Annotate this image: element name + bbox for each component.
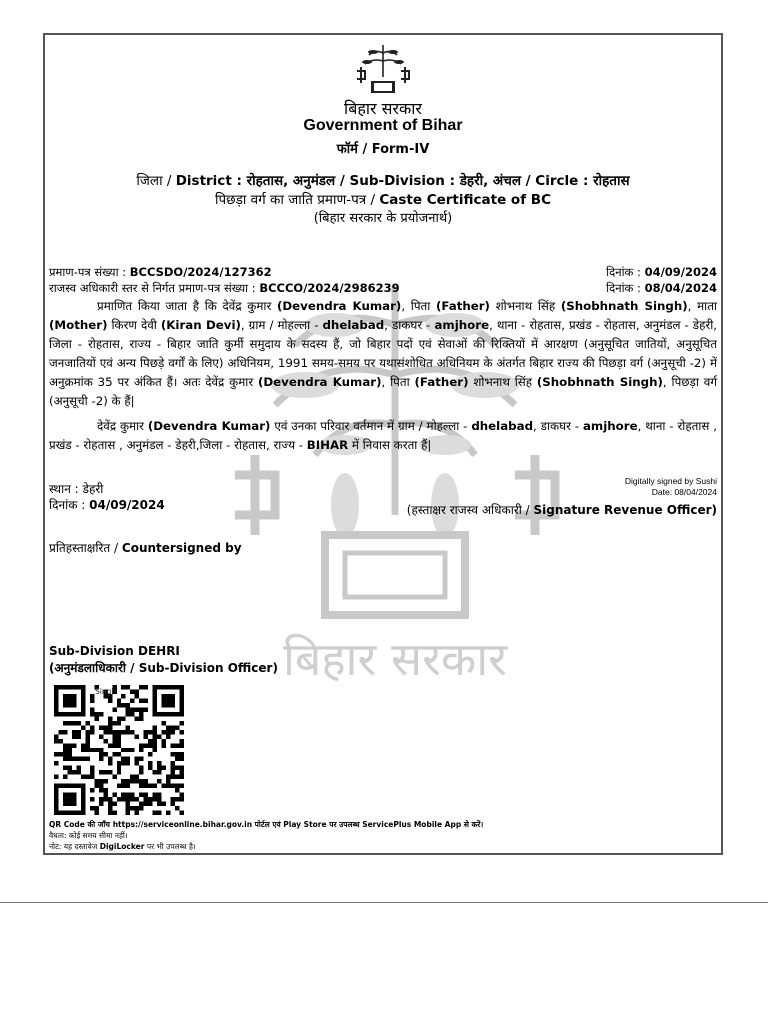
place: स्थान : डेहरी — [49, 482, 104, 496]
footer-notes — [49, 819, 483, 852]
title-english: Government of Bihar — [303, 117, 463, 134]
page-separator — [0, 902, 768, 903]
certificate-number: प्रमाण-पत्र संख्या : BCCSDO/2024/127362 — [49, 265, 272, 279]
watermark-text: बिहार सरकार — [283, 632, 507, 686]
district-line: जिला / District : रोहतास, अनुमंडल / Sub-Division : डेहरी, अंचल / Circle : रोहतास — [136, 173, 630, 189]
residence-paragraph: देवेंद्र कुमार (Devendra Kumar) एवं उनका परिवार वर्तमान में ग्राम / मोहल्ला - dhelabad, डाकघर - amjhore, थाना - रोहतास , प्रखंड - रोहतास , अनुमंडल - डेहरी,जिला - रोहतास, राज्य - BIHAR में निवास करता हैं| — [49, 419, 718, 452]
validity-note: वैधता: कोई समय सीमा नहीं। — [49, 831, 128, 840]
revenue-date: दिनांक : 08/04/2024 — [606, 281, 717, 295]
certificate-number-row — [49, 265, 717, 280]
certification-paragraph: प्रमाणित किया जाता है कि देवेंद्र कुमार (Devendra Kumar), पिता (Father) शोभनाथ सिंह (Shobhnath Singh), माता (Mother) किरण देवी (Kiran Devi), ग्राम / मोहल्ला - dhelabad, डाकघर - amjhore, थाना - रोहतास, प्रखंड - रोहतास, अनुमंडल - डेहरी, जिला - रोहतास, राज्य - बिहार जाति कुर्मी समुदाय के सदस्य हैं, जो बिहार पदों एवं सेवाओं की रिक्तियों में आरक्षण (अनुसूचित जातियों, अनुसूचित जनजातियों एवं अन्य पिछड़े वर्गों के लिए) अधिनियम, 1991 समय-समय पर यथासंशोधित अधिनियम के अंतर्गत बिहार राज्य की पिछड़ा वर्ग (अनुसूची -2) में अनुक्रमांक 35 पर अंकित हैं। अतः देवेंद्र कुमार (Devendra Kumar), पिता (Father) शोभनाथ सिंह (Shobhnath Singh), पिछड़ा वर्ग (अनुसूची -2) के हैं| — [49, 299, 717, 408]
qr-signature-overlay: Singh — [95, 687, 117, 696]
bihar-emblem-icon — [353, 41, 413, 97]
countersigned-by: प्रतिहस्ताक्षरित / Countersigned by — [49, 541, 242, 555]
form-number: फॉर्म / Form-IV — [336, 142, 430, 157]
title-hindi: बिहार सरकार — [344, 99, 422, 118]
purpose-line: (बिहार सरकार के प्रयोजनार्थ) — [313, 211, 453, 226]
revenue-number-row — [49, 281, 717, 296]
place-date-block — [49, 481, 165, 513]
digilocker-note: नोट: यह दस्तावेज DigiLocker पर भी उपलब्ध है। — [49, 842, 196, 851]
issue-date: दिनांक : 04/09/2024 — [49, 498, 165, 512]
certificate-title: पिछड़ा वर्ग का जाति प्रमाण-पत्र / Caste Certificate of BC — [215, 192, 551, 208]
revenue-number: राजस्व अधिकारी स्तर से निर्गत प्रमाण-पत्र संख्या : BCCCO/2024/2986239 — [49, 281, 400, 295]
qr-verify-note: QR Code की जाँच https://serviceonline.bihar.gov.in पोर्टल एवं Play Store पर उपलब्ध ServicePlus Mobile App से करें। — [49, 820, 484, 829]
sub-division-officer: Sub-Division DEHRI (अनुमंडलाधिकारी / Sub-Division Officer) — [49, 644, 278, 675]
signature-revenue-officer: (हस्ताक्षर राजस्व अधिकारी / Signature Revenue Officer) — [406, 503, 717, 517]
certificate-date: दिनांक : 04/09/2024 — [606, 265, 717, 279]
qr-code-icon[interactable] — [51, 685, 187, 815]
certificate-frame — [43, 33, 723, 855]
digital-signature: Digitally signed by Sushi Date: 08/04/2024 — [624, 476, 717, 497]
